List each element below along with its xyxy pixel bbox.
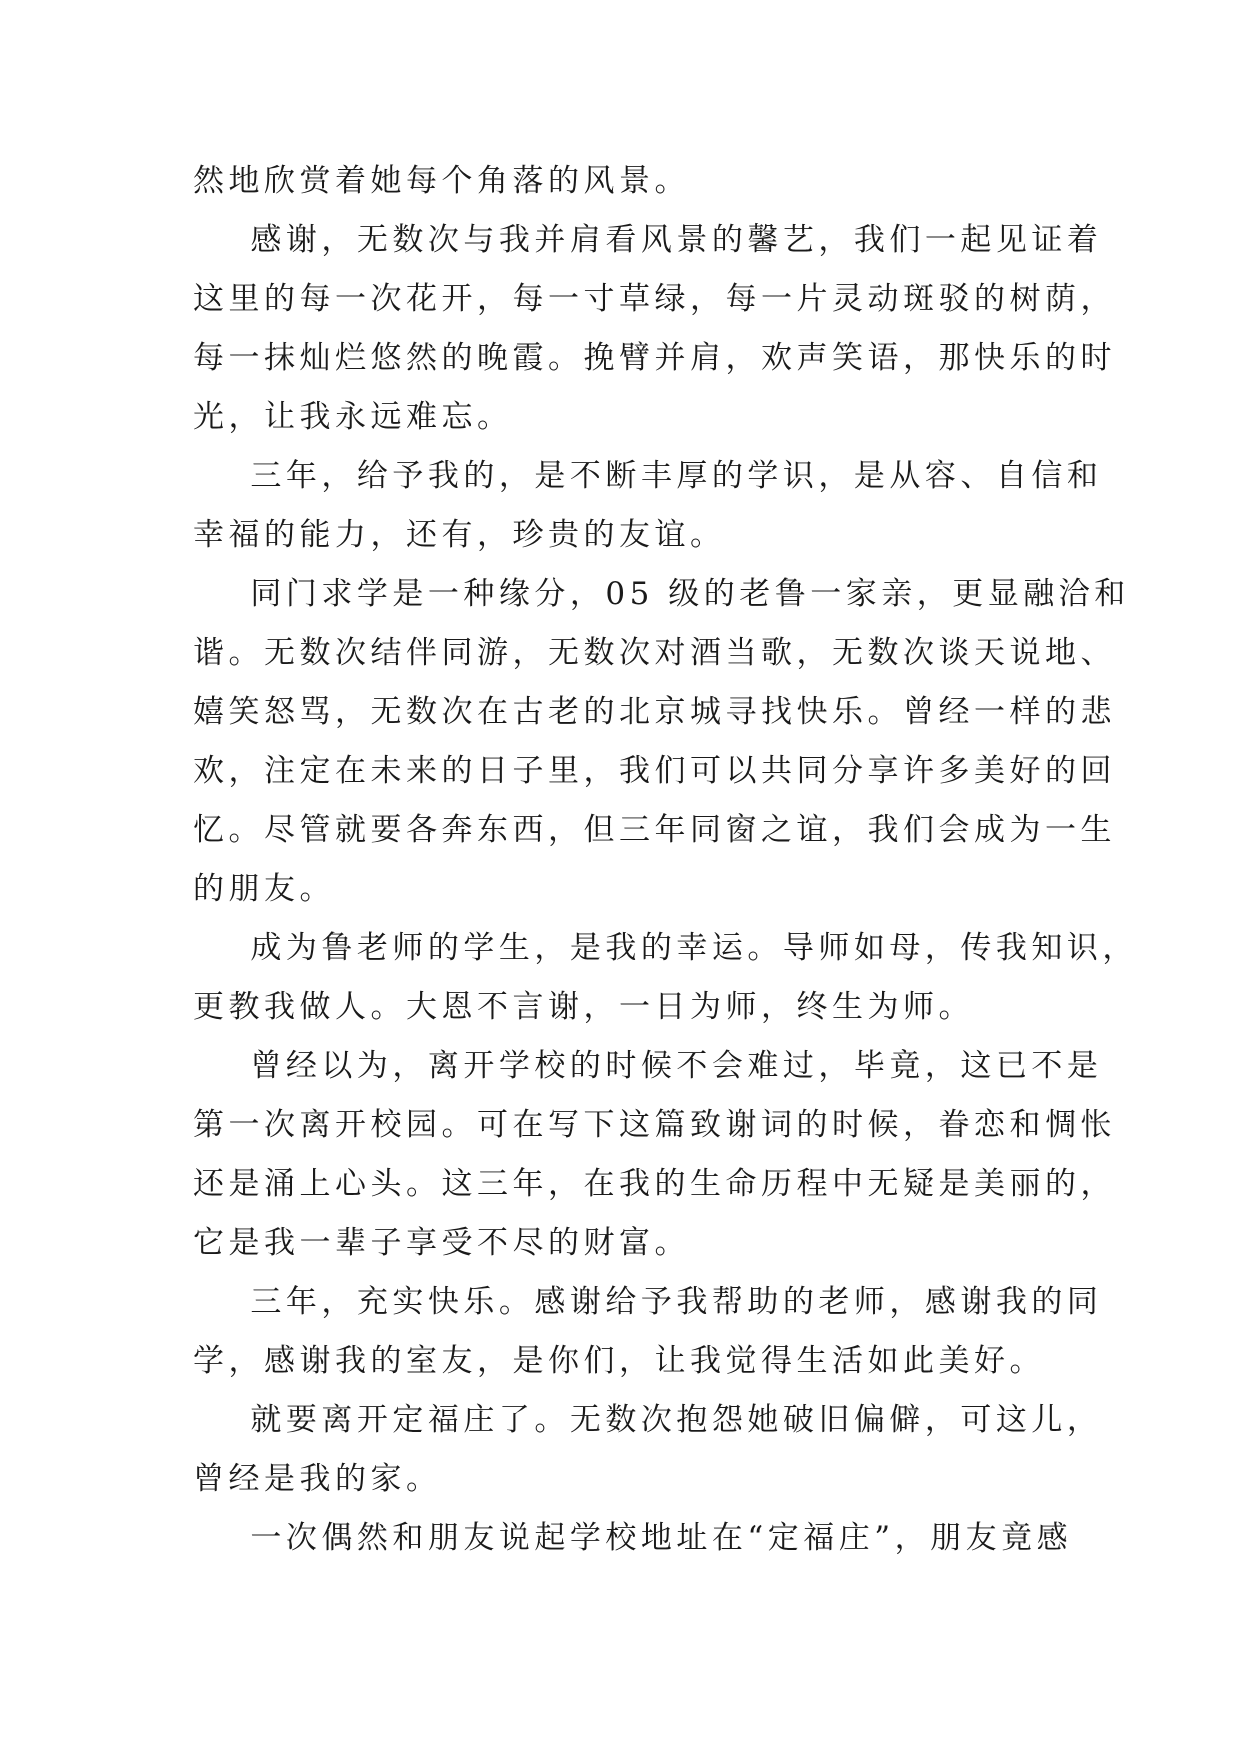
text-line: 嬉笑怒骂，无数次在古老的北京城寻找快乐。曾经一样的悲 <box>193 694 1116 730</box>
text-line: 第一次离开校园。可在写下这篇致谢词的时候，眷恋和惆怅 <box>193 1107 1116 1143</box>
text-line: 曾经是我的家。 <box>193 1461 442 1497</box>
text-line: 欢，注定在未来的日子里，我们可以共同分享许多美好的回 <box>193 753 1116 789</box>
text-line: 就要离开定福庄了。无数次抱怨她破旧偏僻，可这儿， <box>193 1402 1103 1438</box>
text-line: 的朋友。 <box>193 871 335 907</box>
text-line: 然地欣赏着她每个角落的风景。 <box>193 163 690 199</box>
text-line: 忆。尽管就要各奔东西，但三年同窗之谊，我们会成为一生 <box>193 812 1116 848</box>
text-line: 还是涌上心头。这三年，在我的生命历程中无疑是美丽的， <box>193 1166 1116 1202</box>
text-line: 这里的每一次花开，每一寸草绿，每一片灵动斑驳的树荫， <box>193 281 1116 317</box>
text-line: 曾经以为，离开学校的时候不会难过，毕竟，这已不是 <box>193 1048 1103 1084</box>
text-line: 三年，给予我的，是不断丰厚的学识，是从容、自信和 <box>193 458 1103 494</box>
text-line: 光，让我永远难忘。 <box>193 399 513 435</box>
text-line: 感谢，无数次与我并肩看风景的馨艺，我们一起见证着 <box>193 222 1103 258</box>
text-line: 每一抹灿烂悠然的晚霞。挽臂并肩，欢声笑语，那快乐的时 <box>193 340 1116 376</box>
text-line: 三年，充实快乐。感谢给予我帮助的老师，感谢我的同 <box>193 1284 1103 1320</box>
text-line: 它是我一辈子享受不尽的财富。 <box>193 1225 690 1261</box>
text-line: 幸福的能力，还有，珍贵的友谊。 <box>193 517 726 553</box>
text-line: 更教我做人。大恩不言谢，一日为师，终生为师。 <box>193 989 974 1025</box>
text-line: 同门求学是一种缘分，05 级的老鲁一家亲，更显融洽和 <box>193 576 1130 612</box>
text-line: 成为鲁老师的学生，是我的幸运。导师如母，传我知识， <box>193 930 1138 966</box>
body-text <box>193 152 1138 1568</box>
text-line: 学，感谢我的室友，是你们，让我觉得生活如此美好。 <box>193 1343 1045 1379</box>
text-line: 一次偶然和朋友说起学校地址在“定福庄”，朋友竟感 <box>193 1520 1073 1556</box>
text-line: 谐。无数次结伴同游，无数次对酒当歌，无数次谈天说地、 <box>193 635 1116 671</box>
